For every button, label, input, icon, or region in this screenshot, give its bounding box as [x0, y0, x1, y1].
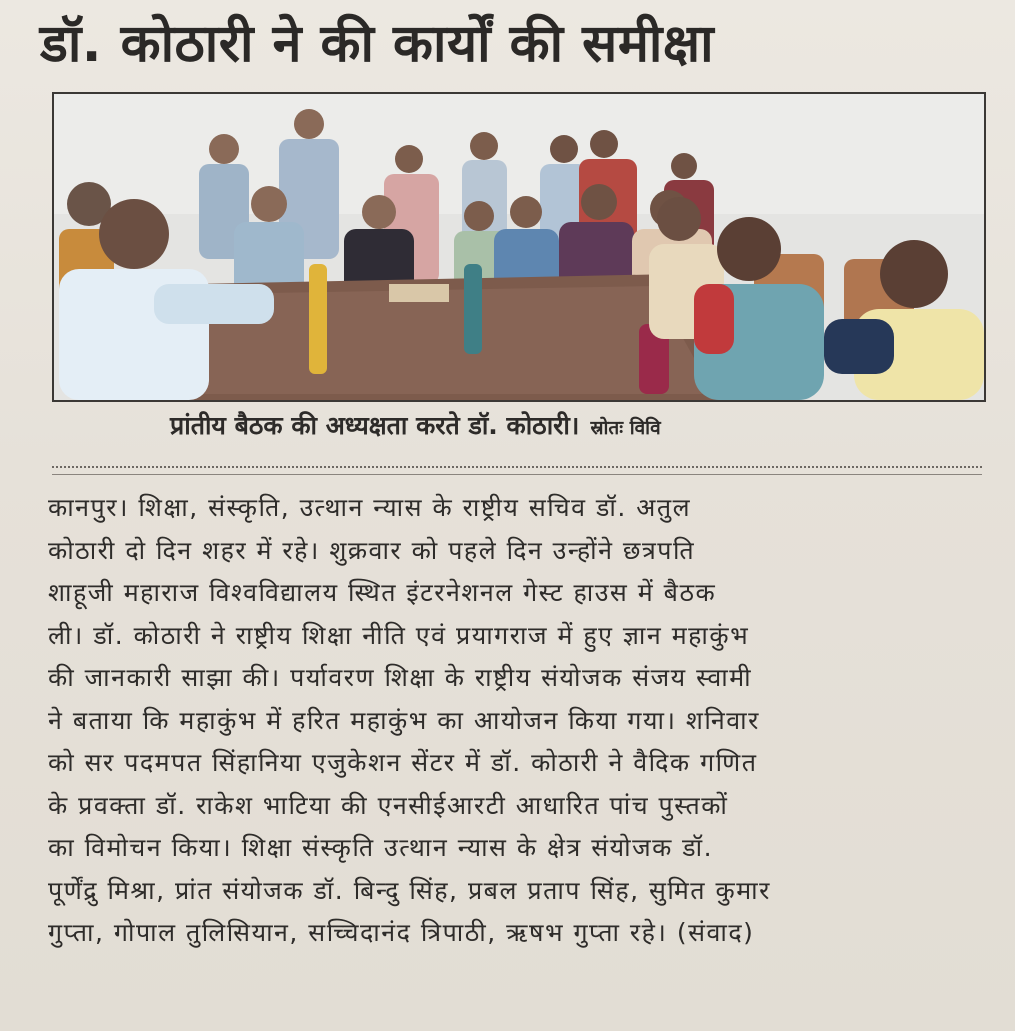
body-line: की जानकारी साझा की। पर्यावरण शिक्षा के राष्ट्रीय संयोजक संजय स्वामी — [48, 663, 753, 692]
body-line: शाहूजी महाराज विश्वविद्यालय स्थित इंटरनेशनल गेस्ट हाउस में बैठक — [48, 578, 717, 607]
caption-source: स्रोतः विवि — [590, 417, 661, 439]
article-body — [48, 487, 988, 955]
body-line: गुप्ता, गोपाल तुलिसियान, सच्चिदानंद त्रिपाठी, ऋषभ गुप्ता रहे। (संवाद) — [48, 918, 755, 947]
body-line: कोठारी दो दिन शहर में रहे। शुक्रवार को पहले दिन उन्होंने छत्रपति — [48, 535, 696, 565]
caption-text: प्रांतीय बैठक की अध्यक्षता करते डॉ. कोठारी। — [170, 411, 580, 440]
photo-caption — [170, 408, 661, 442]
meeting-photo-illustration — [54, 94, 984, 400]
body-line: पूर्णेंद्रु मिश्रा, प्रांत संयोजक डॉ. बिन्दु सिंह, प्रबल प्रताप सिंह, सुमित कुमार — [48, 875, 771, 905]
body-line: का विमोचन किया। शिक्षा संस्कृति उत्थान न्यास के क्षेत्र संयोजक डॉ. — [48, 833, 714, 862]
dotted-divider — [52, 466, 982, 468]
body-line: ने बताया कि महाकुंभ में हरित महाकुंभ का आयोजन किया गया। शनिवार — [48, 705, 760, 735]
article-headline: डॉ. कोठारी ने की कार्यों की समीक्षा — [40, 14, 715, 74]
body-line: के प्रवक्ता डॉ. राकेश भाटिया की एनसीईआरटी आधारित पांच पुस्तकों — [48, 790, 729, 820]
rule-divider — [52, 474, 982, 475]
body-line: को सर पदमपत सिंहानिया एजुकेशन सेंटर में डॉ. कोठारी ने वैदिक गणित — [48, 748, 758, 777]
body-line: कानपुर। शिक्षा, संस्कृति, उत्थान न्यास के राष्ट्रीय सचिव डॉ. अतुल — [48, 493, 692, 522]
meeting-photo — [52, 92, 986, 402]
body-line: ली। डॉ. कोठारी ने राष्ट्रीय शिक्षा नीति एवं प्रयागराज में हुए ज्ञान महाकुंभ — [48, 620, 750, 650]
